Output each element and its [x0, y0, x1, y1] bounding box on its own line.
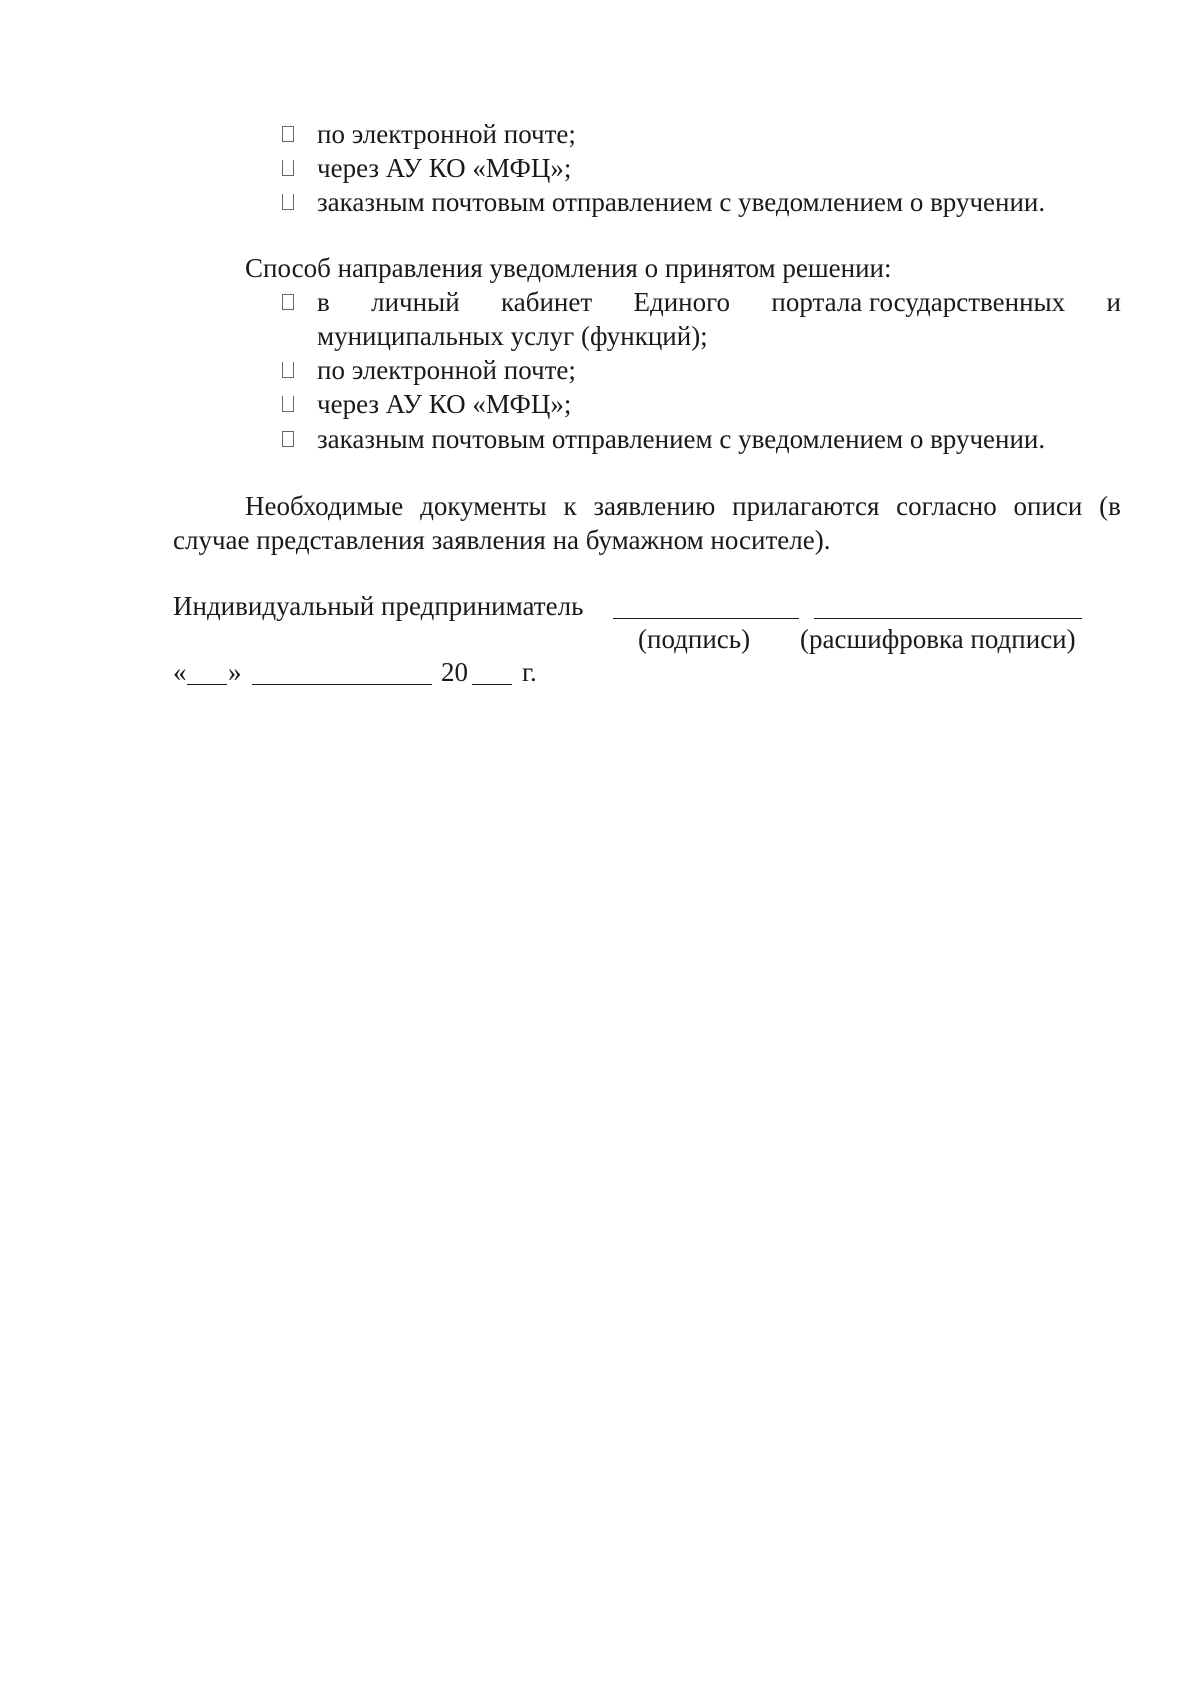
word: Необходимые: [245, 491, 404, 521]
checkbox-icon[interactable]: [282, 294, 294, 310]
signature-decode-field[interactable]: [814, 618, 1082, 619]
documents-paragraph-line1: [173, 489, 1121, 523]
word: прилагаются: [732, 491, 880, 521]
word: описи: [1013, 491, 1083, 521]
signature-decode-caption: (расшифровка подписи): [800, 624, 1076, 654]
documents-paragraph-line2: случае представления заявления на бумажном носителе).: [173, 525, 831, 555]
word: портала государственных: [771, 287, 1066, 317]
word: заявлению: [593, 491, 716, 521]
option-label: через АУ КО «МФЦ»;: [317, 389, 572, 419]
word: кабинет: [501, 287, 593, 317]
word: Единого: [633, 287, 731, 317]
option-label: через АУ КО «МФЦ»;: [317, 153, 572, 183]
word: документы: [420, 491, 547, 521]
word: в: [317, 287, 330, 317]
date-open-quote: «: [173, 657, 187, 687]
notification-heading: Способ направления уведомления о принятом решении:: [245, 253, 892, 283]
checkbox-icon[interactable]: [282, 160, 294, 176]
checkbox-icon[interactable]: [282, 431, 294, 447]
word: личный: [371, 287, 460, 317]
option-label: заказным почтовым отправлением с уведомлением о вручении.: [317, 424, 1046, 454]
documents-paragraph: [173, 489, 1121, 557]
checkbox-icon[interactable]: [282, 194, 294, 210]
checkbox-icon[interactable]: [282, 362, 294, 378]
checkbox-icon[interactable]: [282, 126, 294, 142]
signature-caption: (подпись): [638, 624, 751, 654]
date-year-prefix: 20: [441, 657, 468, 687]
date-year-suffix: г.: [522, 657, 537, 687]
option-label: по электронной почте;: [317, 355, 576, 385]
option-label: заказным почтовым отправлением с уведомлением о вручении.: [317, 187, 1046, 217]
date-close-quote: »: [228, 657, 242, 687]
word: согласно: [896, 491, 997, 521]
word: (в: [1099, 491, 1121, 521]
checkbox-icon[interactable]: [282, 396, 294, 412]
signature-field[interactable]: [613, 618, 799, 619]
word: и: [1106, 287, 1121, 317]
portal-option-line2: муниципальных услуг (функций);: [317, 321, 708, 351]
word: к: [563, 491, 577, 521]
date-day-field[interactable]: [187, 684, 227, 685]
option-label: по электронной почте;: [317, 119, 576, 149]
portal-option-line1: [317, 285, 1121, 319]
signer-label: Индивидуальный предприниматель: [173, 591, 584, 621]
date-month-field[interactable]: [252, 684, 432, 685]
date-year-field[interactable]: [472, 684, 512, 685]
